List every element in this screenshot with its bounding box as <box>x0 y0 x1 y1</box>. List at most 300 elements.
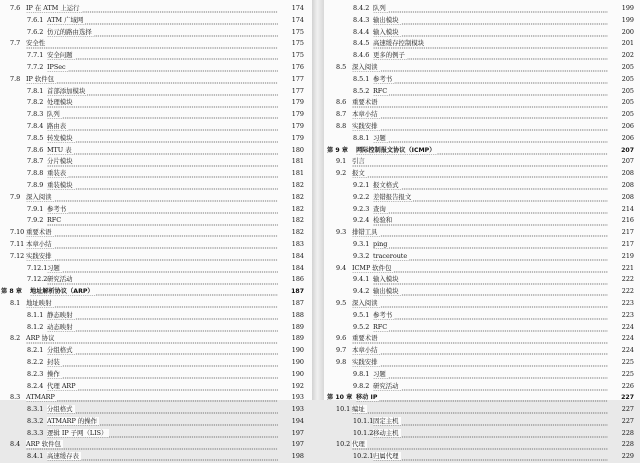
toc-entry-title: ATM 广域网 <box>47 15 84 24</box>
toc-entry-title-leader <box>47 180 278 192</box>
toc-entry-title-leader <box>47 322 278 334</box>
toc-entry-page-number: 182 <box>291 204 304 213</box>
toc-entry-number: 7.7 <box>10 39 21 48</box>
toc-entry-page-number: 192 <box>291 381 304 390</box>
toc-entry <box>326 357 634 369</box>
toc-entry-number: 10.1.2 <box>353 428 374 437</box>
toc-entry <box>326 38 634 50</box>
toc-entry-number: 9.2.1 <box>353 180 370 189</box>
toc-entry-number: 9.4.2 <box>353 287 370 296</box>
toc-entry-title-leader <box>47 27 278 39</box>
toc-entry-page-number: 206 <box>621 133 634 142</box>
toc-entry-page-number: 224 <box>621 346 634 355</box>
toc-entry-number: 8.6 <box>336 98 347 107</box>
toc-entry-number: 9.5 <box>336 298 347 307</box>
toc-entry-page-number: 206 <box>621 121 634 130</box>
toc-entry-title: 代理 ARP <box>47 381 76 390</box>
toc-entry <box>326 345 634 357</box>
toc-entry-number: 10.2.1 <box>353 452 374 461</box>
toc-entry <box>0 3 304 15</box>
toc-entry-page-number: 223 <box>621 298 634 307</box>
toc-entry-number: 9.4 <box>336 263 347 272</box>
toc-entry-page-number: 202 <box>621 51 634 60</box>
toc-entry <box>0 322 304 334</box>
toc-entry <box>326 97 634 109</box>
toc-entry-page-number: 205 <box>621 98 634 107</box>
toc-entry <box>0 133 304 145</box>
toc-entry-title: 输入模块 <box>373 27 399 36</box>
toc-entry <box>0 215 304 227</box>
toc-entry-number: 9.7 <box>336 346 347 355</box>
toc-entry-page-number: 198 <box>291 452 304 461</box>
toc-entry-number: 9.2.2 <box>353 192 370 201</box>
toc-entry-page-number: 205 <box>621 86 634 95</box>
toc-entry-page-number: 199 <box>621 15 634 24</box>
toc-entry-page-number: 174 <box>291 15 304 24</box>
toc-entry-page-number: 227 <box>621 394 634 402</box>
toc-entry <box>326 251 634 263</box>
toc-entry-title: 分组格式 <box>47 405 73 414</box>
toc-entry-title-leader <box>47 357 278 369</box>
toc-entry-number: 9.3.1 <box>353 239 370 248</box>
toc-entry <box>326 451 634 463</box>
toc-entry-number: 第 8 章 <box>1 288 22 296</box>
toc-entry-title: 深入阅读 <box>352 298 378 307</box>
toc-entry-title-leader <box>373 251 608 263</box>
toc-entry-page-number: 228 <box>621 440 634 449</box>
toc-entry-title: 实践安排 <box>352 121 378 130</box>
toc-entry-title-leader <box>373 428 608 440</box>
toc-entry-title-leader <box>352 109 608 121</box>
toc-entry-number: 8.3 <box>10 393 21 402</box>
toc-entry-title: 安全性 <box>26 39 46 48</box>
toc-entry-number: 9.2.3 <box>353 204 370 213</box>
toc-entry-number: 7.8.3 <box>27 110 44 119</box>
toc-entry-title: ping <box>373 239 388 248</box>
toc-entry-page-number: 182 <box>291 192 304 201</box>
toc-chapter-heading <box>326 145 634 157</box>
toc-entry-title-leader <box>26 239 278 251</box>
toc-entry-title: 排错工具 <box>352 228 378 237</box>
toc-entry-title: 处理模块 <box>47 98 73 107</box>
toc-entry-page-number: 175 <box>291 51 304 60</box>
toc-entry-page-number: 201 <box>621 39 634 48</box>
toc-chapter-heading <box>326 392 634 404</box>
toc-entry-page-number: 179 <box>291 98 304 107</box>
toc-entry-page-number: 227 <box>621 416 634 425</box>
toc-entry-title: 地址解析协议（ARP） <box>30 288 94 296</box>
toc-entry-title: 高速缓存控制模块 <box>373 39 425 48</box>
toc-entry-number: 7.8.6 <box>27 145 44 154</box>
toc-entry-title: RFC <box>373 86 388 95</box>
toc-entry-title: 静态映射 <box>47 310 73 319</box>
toc-entry-number: 7.6.1 <box>27 15 44 24</box>
toc-entry-page-number: 216 <box>621 216 634 225</box>
toc-entry-title-leader <box>47 168 278 180</box>
toc-entry-title-leader <box>352 333 608 345</box>
toc-entry-title-leader <box>352 121 608 133</box>
toc-entry <box>0 50 304 62</box>
toc-entry-title-leader <box>352 345 608 357</box>
toc-entry-title: 逻辑 IP 子网（LIS） <box>47 428 108 437</box>
toc-entry-title-leader <box>47 381 278 393</box>
toc-entry-title-leader <box>47 404 278 416</box>
toc-entry-title-leader <box>373 15 608 27</box>
toc-entry-number: 9.2 <box>336 169 347 178</box>
toc-entry-title-leader <box>47 215 278 227</box>
toc-entry <box>326 204 634 216</box>
toc-entry-number: 9.8 <box>336 357 347 366</box>
toc-entry <box>0 204 304 216</box>
toc-entry-title-leader <box>47 145 278 157</box>
toc-entry-page-number: 222 <box>621 287 634 296</box>
toc-entry-page-number: 175 <box>291 39 304 48</box>
toc-entry-title-leader <box>373 180 608 192</box>
toc-entry <box>0 15 304 27</box>
toc-entry-number: 8.4.6 <box>353 51 370 60</box>
toc-entry-title-leader <box>26 227 278 239</box>
toc-entry-title: 研究活动 <box>47 275 73 284</box>
toc-entry-title-leader <box>373 74 608 86</box>
toc-entry-title: 网际控制报文协议（ICMP） <box>356 146 436 154</box>
toc-entry <box>0 62 304 74</box>
toc-entry <box>326 15 634 27</box>
toc-entry-page-number: 224 <box>621 322 634 331</box>
toc-entry-title: 高速缓存表 <box>47 452 79 461</box>
toc-entry-number: 7.12.1 <box>27 263 48 272</box>
toc-entry-title: 引言 <box>352 157 365 166</box>
toc-entry-number: 8.2.4 <box>27 381 44 390</box>
toc-entry-title-leader <box>373 215 608 227</box>
toc-entry-page-number: 190 <box>291 357 304 366</box>
toc-entry-title-leader <box>47 86 278 98</box>
toc-entry-number: 第 10 章 <box>327 394 353 402</box>
toc-entry-number: 7.8.4 <box>27 121 44 130</box>
toc-entry <box>326 322 634 334</box>
toc-entry-title-leader <box>352 97 608 109</box>
toc-entry-page-number: 224 <box>621 334 634 343</box>
toc-entry-title: 报文 <box>352 169 365 178</box>
toc-entry-number: 7.8.7 <box>27 157 44 166</box>
toc-entry-title-leader <box>47 263 278 275</box>
toc-entry-title: 安全问题 <box>47 51 73 60</box>
toc-entry-number: 7.8.8 <box>27 169 44 178</box>
toc-entry-number: 9.8.1 <box>353 369 370 378</box>
toc-entry <box>0 97 304 109</box>
toc-entry-title: 本章小结 <box>352 346 378 355</box>
toc-entry-title-leader <box>373 369 608 381</box>
toc-entry-number: 7.9.1 <box>27 204 44 213</box>
toc-entry-title-leader <box>373 381 608 393</box>
toc-entry-title-leader <box>373 204 608 216</box>
toc-entry-title: IPSec <box>47 62 66 71</box>
toc-entry-number: 第 9 章 <box>327 146 348 154</box>
toc-entry-page-number: 182 <box>291 216 304 225</box>
toc-entry-title-leader <box>26 74 278 86</box>
toc-list-right <box>326 3 634 463</box>
toc-entry-page-number: 193 <box>291 405 304 414</box>
toc-entry-title: 深入阅读 <box>26 192 52 201</box>
toc-entry-title-leader <box>352 62 608 74</box>
toc-chapter-heading <box>0 286 304 298</box>
toc-entry-title: 实践安排 <box>352 357 378 366</box>
toc-entry <box>0 239 304 251</box>
toc-entry-page-number: 223 <box>621 310 634 319</box>
toc-entry-page-number: 208 <box>621 169 634 178</box>
toc-entry <box>326 27 634 39</box>
toc-entry-title-leader <box>352 156 608 168</box>
toc-entry-title-leader <box>47 15 278 27</box>
toc-entry-title: 习题 <box>47 263 60 272</box>
toc-entry-page-number: 217 <box>621 239 634 248</box>
toc-entry-title: 检验和 <box>373 216 393 225</box>
toc-entry-number: 7.10 <box>10 228 25 237</box>
toc-entry <box>326 74 634 86</box>
toc-entry <box>326 439 634 451</box>
toc-entry-number: 8.4 <box>10 440 21 449</box>
toc-entry-title-leader <box>352 263 608 275</box>
toc-entry-title: 参考书 <box>373 310 393 319</box>
toc-entry-title: 深入阅读 <box>352 62 378 71</box>
toc-entry-page-number: 182 <box>291 228 304 237</box>
toc-entry-number: 8.2.3 <box>27 369 44 378</box>
toc-entry <box>0 333 304 345</box>
toc-entry-title: 研究活动 <box>373 381 399 390</box>
toc-entry-number: 8.5.2 <box>353 86 370 95</box>
toc-entry <box>326 416 634 428</box>
toc-page-left <box>0 0 312 461</box>
toc-entry-page-number: 177 <box>291 74 304 83</box>
toc-entry-title-leader <box>373 86 608 98</box>
toc-entry-title-leader <box>373 38 608 50</box>
toc-entry-page-number: 219 <box>621 251 634 260</box>
toc-entry <box>0 86 304 98</box>
toc-entry <box>0 263 304 275</box>
toc-entry-number: 10.1.1 <box>353 416 374 425</box>
toc-entry <box>0 439 304 451</box>
toc-entry <box>326 168 634 180</box>
toc-page-right <box>324 0 640 461</box>
toc-entry-title-leader <box>26 298 278 310</box>
toc-entry-page-number: 208 <box>621 192 634 201</box>
toc-entry-page-number: 207 <box>621 157 634 166</box>
toc-entry-page-number: 222 <box>621 275 634 284</box>
toc-entry-page-number: 179 <box>291 121 304 130</box>
toc-entry <box>0 381 304 393</box>
toc-entry-page-number: 207 <box>621 146 634 154</box>
toc-entry-title-leader <box>356 145 608 157</box>
toc-entry-title-leader <box>47 97 278 109</box>
toc-entry-page-number: 189 <box>291 334 304 343</box>
toc-entry-title: 代理 <box>352 440 365 449</box>
toc-entry <box>326 86 634 98</box>
toc-entry <box>0 180 304 192</box>
toc-entry <box>326 62 634 74</box>
toc-entry-page-number: 182 <box>291 180 304 189</box>
toc-entry-page-number: 184 <box>291 263 304 272</box>
toc-entry-page-number: 179 <box>291 110 304 119</box>
toc-entry-title-leader <box>373 3 608 15</box>
toc-entry-title: 查询 <box>373 204 386 213</box>
toc-entry <box>326 156 634 168</box>
toc-entry-number: 10.1 <box>336 405 351 414</box>
toc-entry-number: 9.1 <box>336 157 347 166</box>
toc-entry-number: 7.9 <box>10 192 21 201</box>
toc-entry <box>0 168 304 180</box>
toc-entry-title-leader <box>26 3 278 15</box>
toc-entry-title-leader <box>47 109 278 121</box>
toc-entry <box>0 121 304 133</box>
toc-entry-title-leader <box>47 310 278 322</box>
toc-entry-title-leader <box>47 428 278 440</box>
toc-entry <box>0 345 304 357</box>
toc-entry-number: 8.8 <box>336 121 347 130</box>
toc-entry-title: 本章小结 <box>352 110 378 119</box>
toc-entry <box>326 3 634 15</box>
toc-entry-title: 重装模块 <box>47 180 73 189</box>
toc-entry-title: 首部添加模块 <box>47 86 86 95</box>
toc-entry-number: 7.6.2 <box>27 27 44 36</box>
toc-entry-title: 队列 <box>47 110 60 119</box>
toc-entry-page-number: 227 <box>621 405 634 414</box>
toc-entry <box>326 180 634 192</box>
toc-entry-number: 9.8.2 <box>353 381 370 390</box>
toc-entry-title: 重装表 <box>47 169 67 178</box>
toc-entry-title-leader <box>352 298 608 310</box>
toc-entry <box>0 274 304 286</box>
toc-entry-number: 7.9.2 <box>27 216 44 225</box>
toc-entry <box>0 38 304 50</box>
toc-entry-title-leader <box>47 416 278 428</box>
toc-entry-page-number: 187 <box>291 288 304 296</box>
toc-entry <box>326 50 634 62</box>
toc-entry <box>326 404 634 416</box>
toc-entry-number: 9.3 <box>336 228 347 237</box>
toc-entry-page-number: 226 <box>621 381 634 390</box>
toc-entry-title-leader <box>373 239 608 251</box>
toc-entry <box>0 416 304 428</box>
toc-entry-number: 8.4.4 <box>353 27 370 36</box>
toc-entry-page-number: 190 <box>291 369 304 378</box>
toc-entry <box>326 333 634 345</box>
toc-entry-title: 习题 <box>373 133 386 142</box>
toc-entry-title-leader <box>26 439 278 451</box>
toc-entry-title: 动态映射 <box>47 322 73 331</box>
toc-entry-number: 8.1.1 <box>27 310 44 319</box>
toc-entry-title: 重要术语 <box>352 334 378 343</box>
toc-entry-page-number: 181 <box>291 169 304 178</box>
toc-entry-number: 8.3.3 <box>27 428 44 437</box>
toc-entry <box>326 310 634 322</box>
toc-entry-page-number: 197 <box>291 428 304 437</box>
toc-entry <box>326 298 634 310</box>
toc-entry-title-leader <box>373 322 608 334</box>
toc-entry-title-leader <box>26 192 278 204</box>
toc-entry-number: 8.5.1 <box>353 74 370 83</box>
toc-entry <box>0 357 304 369</box>
toc-entry-title-leader <box>373 50 608 62</box>
toc-entry-page-number: 190 <box>291 346 304 355</box>
toc-entry-title: 封装 <box>47 357 60 366</box>
toc-entry-title: 差错报告报文 <box>373 192 412 201</box>
toc-entry-number: 8.2.1 <box>27 346 44 355</box>
toc-entry-title: 输出模块 <box>373 287 399 296</box>
toc-entry <box>0 227 304 239</box>
toc-entry-page-number: 214 <box>621 204 634 213</box>
toc-entry <box>0 109 304 121</box>
toc-entry <box>0 392 304 404</box>
toc-entry-page-number: 183 <box>291 239 304 248</box>
toc-entry-page-number: 174 <box>291 4 304 12</box>
toc-entry-number: 7.8.5 <box>27 133 44 142</box>
toc-entry-number: 8.2 <box>10 334 21 343</box>
toc-entry <box>0 27 304 39</box>
toc-entry-page-number: 217 <box>621 228 634 237</box>
toc-entry-number: 8.8.1 <box>353 133 370 142</box>
toc-entry-page-number: 177 <box>291 86 304 95</box>
toc-entry-title-leader <box>26 38 278 50</box>
toc-entry-page-number: 205 <box>621 62 634 71</box>
toc-entry-title-leader <box>352 357 608 369</box>
toc-entry-title-leader <box>26 392 278 404</box>
toc-entry-title: 重要术语 <box>26 228 52 237</box>
toc-entry-number: 7.8.9 <box>27 180 44 189</box>
toc-entry-number: 7.8 <box>10 74 21 83</box>
toc-entry-title-leader <box>373 192 608 204</box>
toc-entry-title-leader <box>373 133 608 145</box>
toc-entry-title: 参考书 <box>373 74 393 83</box>
toc-entry-title-leader <box>352 439 608 451</box>
toc-entry-number: 9.5.1 <box>353 310 370 319</box>
toc-entry-number: 9.4.1 <box>353 275 370 284</box>
toc-entry-page-number: 199 <box>621 4 634 12</box>
toc-entry-title: 重要术语 <box>352 98 378 107</box>
toc-entry <box>0 451 304 463</box>
toc-entry <box>326 227 634 239</box>
toc-entry-title: 输出模块 <box>373 15 399 24</box>
toc-entry-number: 9.3.2 <box>353 251 370 260</box>
toc-entry-title: RFC <box>373 322 388 331</box>
toc-entry <box>0 404 304 416</box>
toc-entry-title: traceroute <box>373 251 408 260</box>
toc-entry-title-leader <box>373 274 608 286</box>
toc-entry-title: 转发模块 <box>47 133 73 142</box>
toc-entry-title: 固定主机 <box>373 416 399 425</box>
toc-entry-page-number: 205 <box>621 74 634 83</box>
toc-entry-title: 参考书 <box>47 204 67 213</box>
toc-entry <box>326 381 634 393</box>
toc-entry-title-leader <box>26 333 278 345</box>
toc-entry-number: 9.2.4 <box>353 216 370 225</box>
toc-entry-number: 7.8.1 <box>27 86 44 95</box>
toc-entry-page-number: 225 <box>621 369 634 378</box>
toc-entry <box>326 109 634 121</box>
toc-entry-title-leader <box>47 121 278 133</box>
toc-entry-page-number: 179 <box>291 133 304 142</box>
toc-entry-title: ATMARP 的操作 <box>47 416 98 425</box>
toc-entry-page-number: 225 <box>621 357 634 366</box>
toc-entry-title-leader <box>373 310 608 322</box>
toc-entry <box>326 428 634 440</box>
toc-entry-title-leader <box>373 451 608 463</box>
toc-entry-number: 7.7.2 <box>27 62 44 71</box>
toc-entry-title: 地址映射 <box>26 298 52 307</box>
toc-entry-number: 7.12 <box>10 251 25 260</box>
toc-entry-page-number: 228 <box>621 428 634 437</box>
toc-entry-title: 归属代理 <box>373 452 399 461</box>
toc-entry <box>326 263 634 275</box>
toc-entry-number: 8.1.2 <box>27 322 44 331</box>
